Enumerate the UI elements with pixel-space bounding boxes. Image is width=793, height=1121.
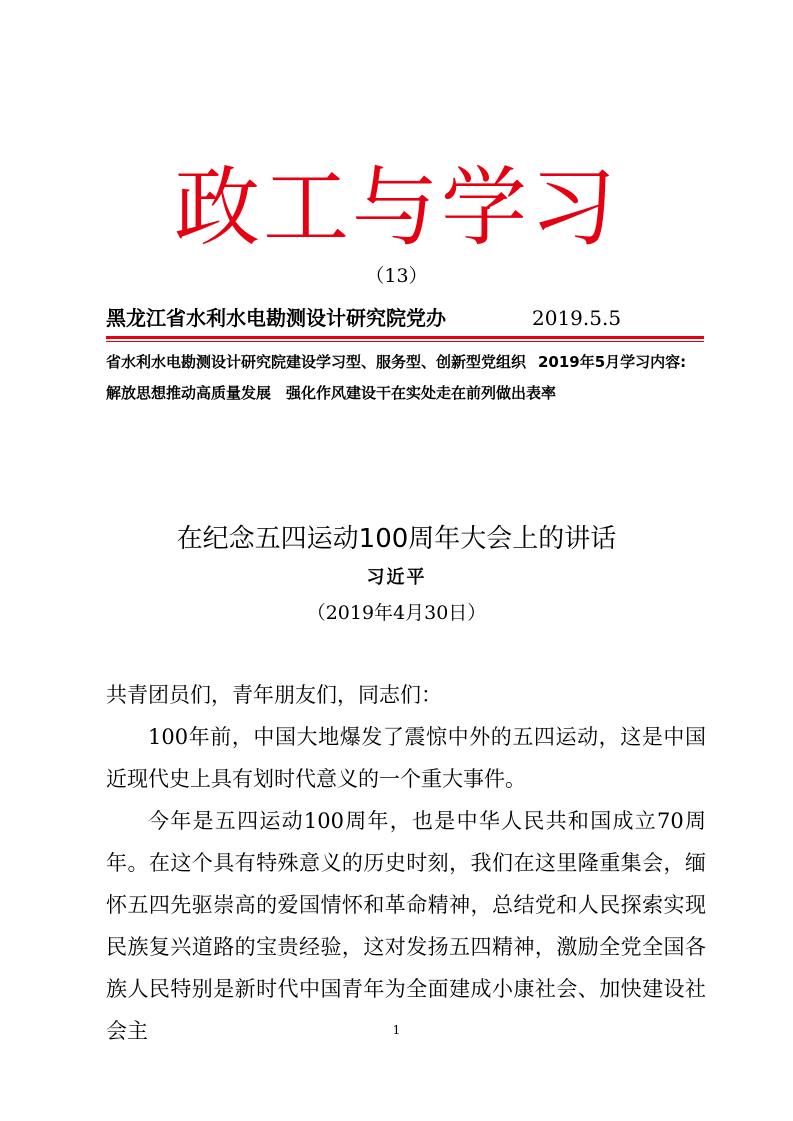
header-rule-thin: [106, 341, 704, 342]
body-paragraph-1: 100年前，中国大地爆发了震惊中外的五四运动，这是中国近现代史上具有划时代意义的一个重大事件。: [106, 725, 706, 791]
speech-body: [106, 674, 706, 1052]
page-number: 1: [392, 1023, 401, 1037]
publish-date: 2019.5.5: [532, 306, 622, 330]
issue-number: （13）: [365, 265, 428, 287]
body-paragraph-2: 今年是五四运动100周年，也是中华人民共和国成立70周年。在这个具有特殊意义的历史时刻，我们在这里隆重集会，缅怀五四先驱崇高的爱国情怀和革命精神，总结党和人民探索实现民族复兴道路的宝贵经验，这对发扬五四精神，激励全党全国各族人民特别是新时代中国青年为全面建成小康社会、加快建设社会主: [106, 809, 706, 1043]
masthead-title: 政工与学习: [174, 158, 619, 258]
speech-date: （2019年4月30日）: [306, 602, 487, 624]
subheading-line1: 省水利水电勘测设计研究院建设学习型、服务型、创新型党组织: [106, 353, 527, 371]
subheading-line2: 解放思想推动高质量发展 强化作风建设干在实处走在前列做出表率: [106, 384, 557, 402]
header-rule-thick: [106, 336, 704, 339]
salutation: 共青团员们，青年朋友们，同志们：: [106, 683, 442, 707]
speech-author: 习近平: [366, 567, 427, 588]
subheading-study-date: 2019年5月学习内容:: [538, 353, 687, 371]
publisher-org: 黑龙江省水利水电勘测设计研究院党办: [106, 306, 446, 330]
speech-title: 在纪念五四运动100周年大会上的讲话: [176, 524, 617, 554]
